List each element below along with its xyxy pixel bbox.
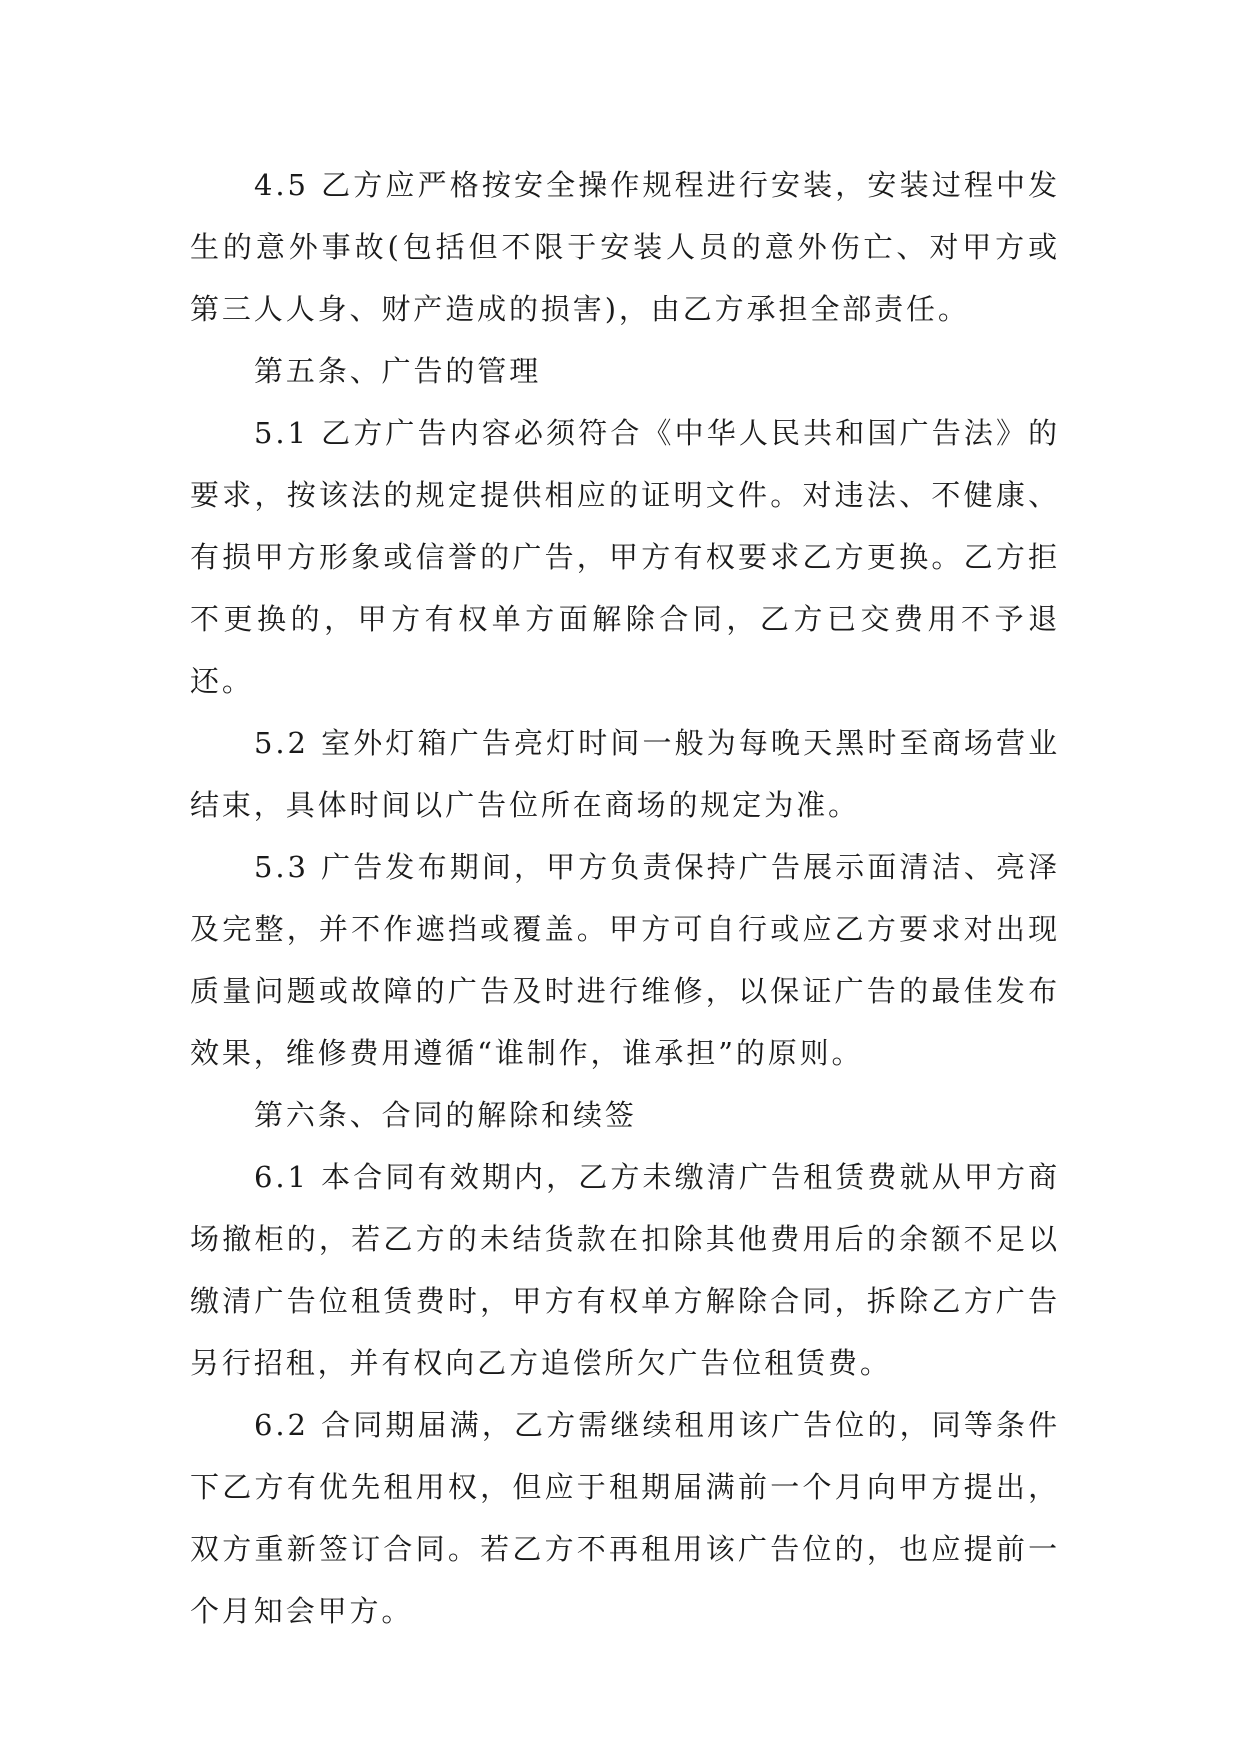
clause-6-1-paragraph: 6.1 本合同有效期内，乙方未缴清广告租赁费就从甲方商场撤柜的，若乙方的未结货款在扣除其他费用后的余额不足以缴清广告位租赁费时，甲方有权单方解除合同，拆除乙方广告另行招租，并有权向乙方追偿所欠广告位租赁费。 bbox=[190, 1160, 1060, 1380]
clause-4-5-paragraph: 4.5 乙方应严格按安全操作规程进行安装，安装过程中发生的意外事故(包括但不限于安装人员的意外伤亡、对甲方或第三人人身、财产造成的损害)，由乙方承担全部责任。 bbox=[190, 168, 1060, 326]
article-5-heading: 第五条、广告的管理 bbox=[254, 354, 542, 388]
article-6-heading: 第六条、合同的解除和续签 bbox=[254, 1098, 637, 1132]
clause-5-1-paragraph: 5.1 乙方广告内容必须符合《中华人民共和国广告法》的要求，按该法的规定提供相应的证明文件。对违法、不健康、有损甲方形象或信誉的广告，甲方有权要求乙方更换。乙方拒不更换的，甲方有权单方面解除合同，乙方已交费用不予退还。 bbox=[190, 416, 1060, 698]
document-body bbox=[190, 154, 1060, 1642]
clause-5-2-paragraph: 5.2 室外灯箱广告亮灯时间一般为每晚天黑时至商场营业结束，具体时间以广告位所在商场的规定为准。 bbox=[190, 726, 1060, 822]
clause-6-2-paragraph: 6.2 合同期届满，乙方需继续租用该广告位的，同等条件下乙方有优先租用权，但应于租期届满前一个月向甲方提出，双方重新签订合同。若乙方不再租用该广告位的，也应提前一个月知会甲方。 bbox=[190, 1408, 1060, 1628]
clause-5-3-paragraph: 5.3 广告发布期间，甲方负责保持广告展示面清洁、亮泽及完整，并不作遮挡或覆盖。甲方可自行或应乙方要求对出现质量问题或故障的广告及时进行维修，以保证广告的最佳发布效果，维修费用遵循“谁制作，谁承担”的原则。 bbox=[190, 850, 1060, 1070]
